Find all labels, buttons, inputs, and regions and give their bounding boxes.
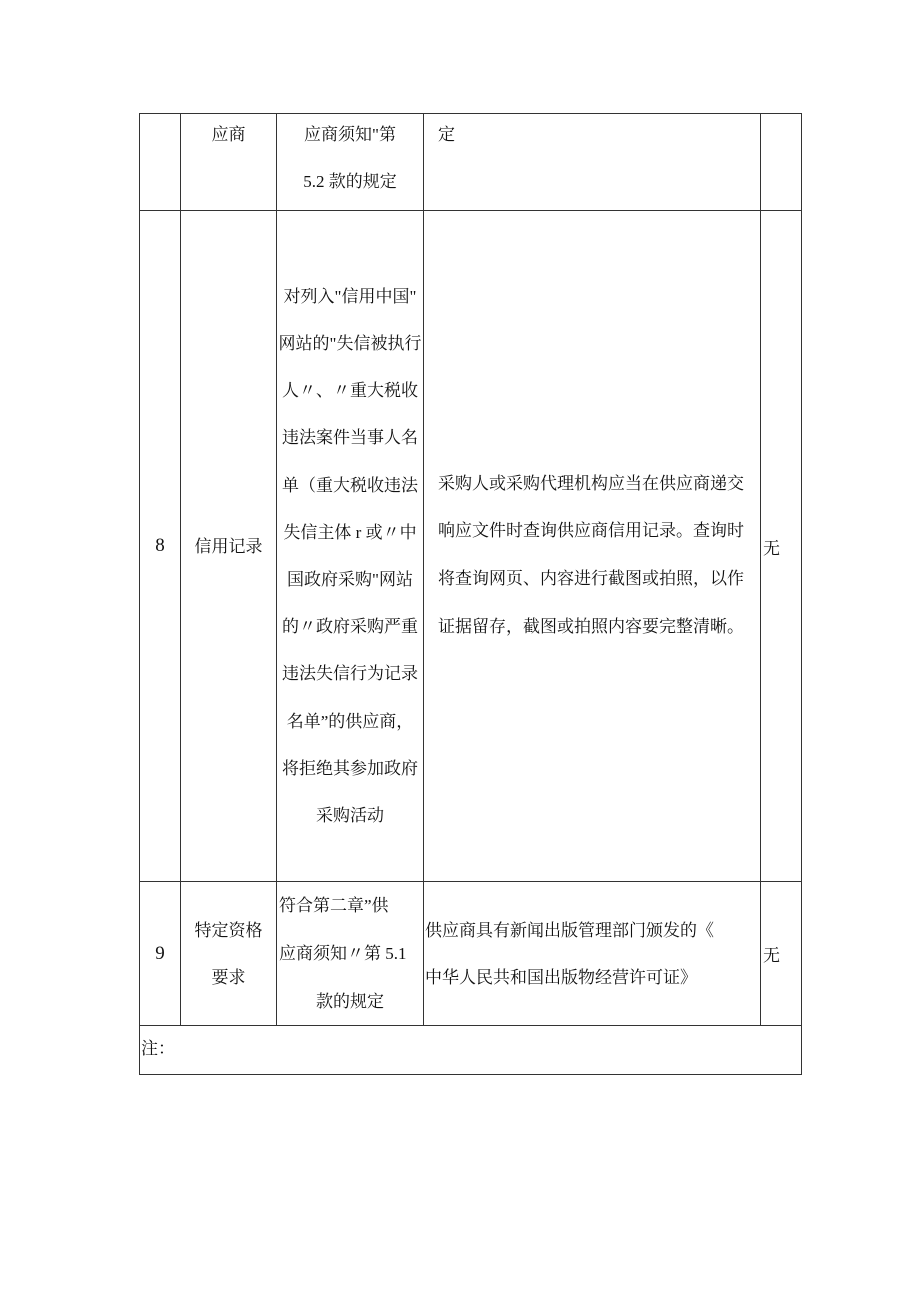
table-cell-requirement — [423, 881, 761, 1026]
cell-text-line: 特定资格 — [194, 920, 263, 940]
table-cell-number — [139, 210, 181, 882]
note-text: 注： — [141, 1038, 175, 1058]
cell-text-line: 国政府采购"网站 — [287, 570, 413, 589]
cell-text-line: 中华人民共和国出版物经营许可证》 — [425, 967, 697, 987]
remark-text: 无 — [763, 538, 780, 558]
cell-text-line: 名单”的供应商， — [286, 711, 414, 731]
table-cell-item — [180, 113, 277, 211]
cell-text-line: 人〃、〃重大税收 — [281, 381, 418, 401]
cell-text-line: 信用记录 — [194, 536, 263, 556]
cell-text-block — [438, 460, 744, 651]
cell-text-line: 的〃政府采购严重 — [281, 617, 418, 637]
cell-text-line: 采购活动 — [315, 806, 384, 826]
cell-text-line: 应商 — [211, 125, 246, 144]
cell-text-block — [279, 273, 422, 839]
qualification-table — [139, 113, 802, 1075]
table-cell-remark — [760, 113, 802, 211]
cell-text-line: 网站的"失信被执行 — [278, 333, 422, 353]
cell-text-block — [277, 882, 423, 1026]
cell-text-line: 应商须知〃第 5.1 — [279, 943, 407, 963]
cell-text-line: 符合第二章”供 — [279, 895, 389, 915]
cell-text-line: 失信主体 r 或〃中 — [283, 522, 417, 542]
table-note-row — [139, 1025, 802, 1075]
table-cell-requirement — [423, 113, 761, 211]
table-cell-number — [139, 113, 181, 211]
table-cell-number — [139, 881, 181, 1026]
cell-text-line: 违法案件当事人名 — [281, 428, 418, 448]
cell-text-line: 对列入"信用中国" — [283, 286, 417, 306]
cell-text-line: 将查询网页、内容进行截图或拍照，以作 — [438, 569, 744, 588]
cell-text-block — [303, 111, 397, 205]
table-cell-basis — [276, 881, 424, 1026]
table-cell-remark — [760, 881, 802, 1026]
cell-text-line: 款的规定 — [316, 991, 384, 1011]
cell-text-line: 单（重大税收违法 — [281, 475, 418, 495]
cell-text-block — [195, 523, 263, 570]
table-cell-remark — [760, 210, 802, 882]
cell-text-line: 要求 — [211, 967, 246, 987]
row-number: 8 — [155, 535, 165, 556]
table-cell-item — [180, 881, 277, 1026]
cell-text-block — [438, 111, 455, 158]
cell-text-block — [212, 111, 246, 158]
cell-text-block — [195, 907, 263, 1001]
cell-text-block — [425, 907, 714, 1001]
cell-text-line: 将拒绝其参加政府 — [281, 758, 418, 778]
cell-text-line: 应商须知"第 — [304, 125, 396, 144]
table-cell-basis — [276, 210, 424, 882]
cell-text-line: 响应文件时查询供应商信用记录。查询时 — [438, 521, 744, 541]
cell-text-line: 供应商具有新闻出版管理部门颁发的《 — [425, 920, 714, 940]
table-cell-basis — [276, 113, 424, 211]
table-cell-item — [180, 210, 277, 882]
remark-text: 无 — [763, 946, 780, 965]
cell-text-line: 违法失信行为记录 — [281, 664, 418, 684]
row-number: 9 — [155, 942, 165, 964]
cell-text-line: 5.2 款的规定 — [303, 172, 397, 191]
cell-text-line: 证据留存，截图或拍照内容要完整清晰。 — [438, 616, 744, 636]
cell-text-line: 采购人或采购代理机构应当在供应商递交 — [438, 473, 744, 493]
table-cell-requirement — [423, 210, 761, 882]
cell-text-line: 定 — [438, 125, 455, 144]
